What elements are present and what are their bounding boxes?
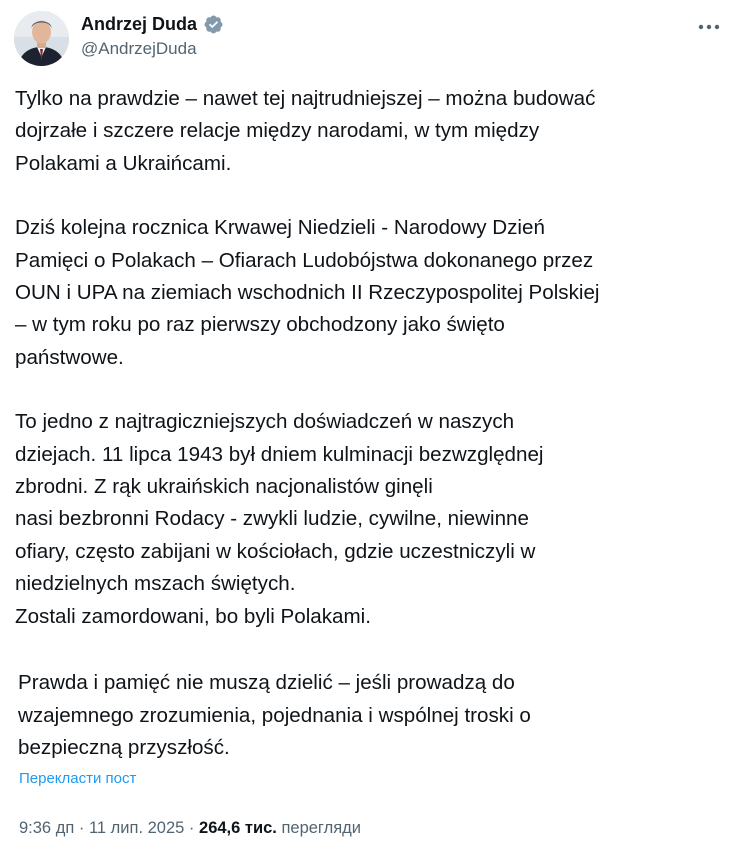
more-horizontal-icon[interactable] — [694, 15, 724, 39]
text-line: nasi bezbronni Rodacy - zwykli ludzie, cywilne, niewinne — [15, 507, 529, 531]
post-date[interactable]: 11 лип. 2025 — [88, 819, 185, 837]
text-line: zbrodni. Z rąk ukraińskich nacjonalistów ginęli — [15, 475, 433, 499]
paragraph-spacer — [15, 180, 727, 212]
avatar-image — [14, 11, 69, 66]
post-header — [14, 11, 724, 69]
meta-separator: · — [78, 819, 85, 837]
name-row — [81, 13, 224, 35]
paragraph-4 — [15, 667, 727, 764]
meta-separator: · — [188, 819, 195, 837]
paragraph-2 — [15, 212, 727, 374]
avatar[interactable] — [14, 11, 69, 66]
text-line: Dziś kolejna rocznica Krwawej Niedzieli - Narodowy Dzień — [15, 216, 545, 240]
text-line: To jedno z najtragiczniejszych doświadczeń w naszych — [15, 410, 515, 434]
text-line: wzajemnego zrozumienia, pojednania i wspólnej troski o — [18, 703, 531, 727]
post-time[interactable]: 9:36 дп — [19, 819, 75, 837]
text-line: Polakami a Ukraińcami. — [15, 151, 232, 175]
paragraph-spacer — [15, 374, 727, 406]
text-line: Pamięci o Polakach – Ofiarach Ludobójstwa dokonanego przez — [15, 248, 594, 272]
text-line: bezpieczną przyszłość. — [18, 735, 230, 759]
text-line: ofiary, często zabijani w kościołach, gdzie uczestniczyli w — [15, 539, 536, 563]
post-text — [15, 83, 727, 764]
text-line: Tylko na prawdzie – nawet tej najtrudniejszej – można budować — [15, 87, 596, 110]
paragraph-spacer — [15, 633, 727, 667]
display-name[interactable]: Andrzej Duda — [81, 14, 198, 34]
post-meta — [19, 817, 361, 839]
text-line: państwowe. — [15, 345, 124, 369]
views-label: перегляди — [281, 819, 361, 837]
handle[interactable]: @AndrzejDuda — [81, 39, 197, 58]
text-line: dziejach. 11 lipca 1943 był dniem kulminacji bezwzględnej — [15, 442, 544, 466]
text-line: Zostali zamordowani, bo byli Polakami. — [15, 604, 371, 628]
paragraph-3 — [15, 406, 727, 633]
views-count: 264,6 тис. — [199, 819, 277, 837]
paragraph-1 — [15, 83, 727, 180]
text-line: dojrzałe i szczere relacje między narodami, w tym między — [15, 119, 540, 143]
text-line: Prawda i pamięć nie muszą dzielić – jeśli prowadzą do — [18, 671, 515, 695]
verified-badge-icon[interactable] — [203, 14, 224, 35]
text-line: OUN i UPA na ziemiach wschodnich II Rzeczypospolitej Polskiej — [15, 281, 600, 305]
text-line: niedzielnych mszach świętych. — [15, 572, 296, 596]
translate-post-link[interactable]: Перекласти пост — [19, 770, 137, 787]
text-line: – w tym roku po raz pierwszy obchodzony jako święto — [15, 313, 505, 337]
